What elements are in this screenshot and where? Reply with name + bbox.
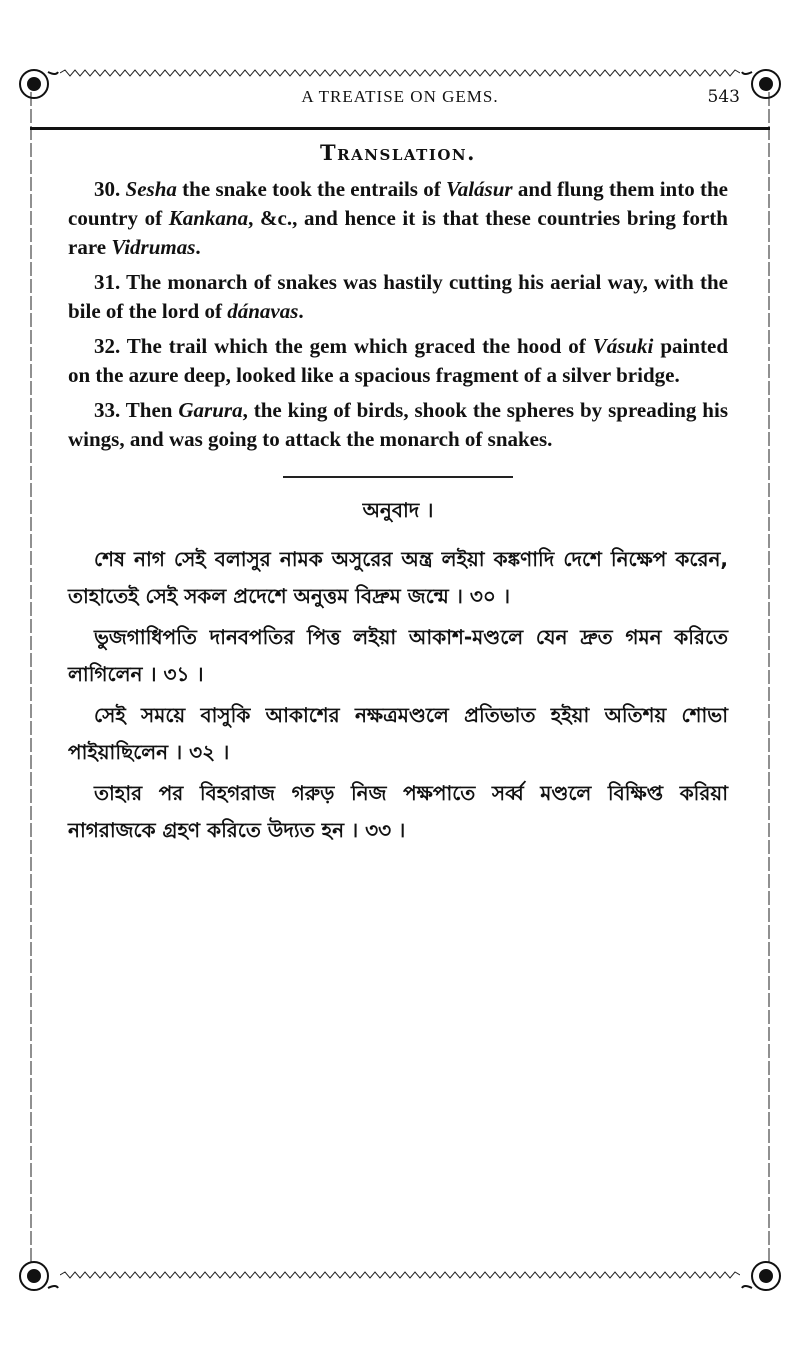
bengali-paragraphs: [68, 541, 728, 849]
bengali-paragraph: ভুজগাধিপতি দানবপতির পিত্ত লইয়া আকাশ-মণ্ডলে যেন দ্রুত গমন করিতে লাগিলেন । ৩১ ।: [68, 625, 728, 686]
corner-ornament-icon: [740, 1252, 786, 1298]
text-run: the snake took the entrails of: [176, 177, 447, 201]
bengali-heading: অনুবাদ ।: [362, 498, 434, 522]
header-rule: [30, 127, 770, 130]
corner-ornament-icon: [14, 62, 60, 108]
italic-term: Garura: [178, 398, 243, 422]
ornamental-bottom-border: [60, 1270, 740, 1280]
translation-paragraphs: [68, 175, 728, 454]
italic-term: Kankana: [168, 206, 249, 230]
section-divider: [283, 476, 513, 478]
text-run: .: [298, 299, 304, 323]
translation-paragraph: [68, 396, 728, 454]
corner-ornament-icon: [14, 1252, 60, 1298]
italic-term: Vásuki: [592, 334, 654, 358]
ornamental-right-border: [764, 92, 774, 1262]
text-run: and flung them into the country of: [68, 177, 728, 230]
italic-term: Vidrumas: [111, 235, 196, 259]
text-run: .: [195, 235, 201, 259]
page-number: 543: [707, 87, 740, 107]
bengali-paragraph: শেষ নাগ সেই বলাসুর নামক অসুরের অন্ত্র লইয়া কঙ্কণাদি দেশে নিক্ষেপ করেন, তাহাতেই সেই সকল প্রদেশে অনুত্তম বিদ্রুম জন্মে । ৩০ ।: [68, 547, 728, 608]
text-run: 31. The monarch of snakes was hastily cutting his aerial way, with the bile of the lord of: [68, 270, 728, 323]
corner-ornament-icon: [740, 62, 786, 108]
running-header: [60, 80, 740, 114]
italic-term: dánavas: [227, 299, 299, 323]
bengali-paragraph: তাহার পর বিহগরাজ গরুড় নিজ পক্ষপাতে সর্ব্ব মণ্ডলে বিক্ষিপ্ত করিয়া নাগরাজকে গ্রহণ করিতে উদ্যত হন । ৩৩ ।: [68, 781, 728, 842]
text-run: 30.: [94, 177, 126, 201]
text-run: , the king of birds, shook the spheres by spreading his wings, and was going to attack the monarch of snakes.: [68, 398, 728, 451]
text-run: 33. Then: [94, 398, 179, 422]
bengali-paragraph: সেই সময়ে বাসুকি আকাশের নক্ষত্রমণ্ডলে প্রতিভাত হইয়া অতিশয় শোভা পাইয়াছিলেন । ৩২ ।: [68, 703, 728, 764]
text-run: 32. The trail which the gem which graced the hood of: [94, 334, 593, 358]
ornamental-left-border: [26, 92, 36, 1262]
italic-term: Valásur: [446, 177, 513, 201]
text-run: painted on the azure deep, looked like a spacious fragment of a silver bridge.: [68, 334, 729, 387]
page-body: [68, 140, 728, 853]
translation-paragraph: [68, 268, 728, 326]
running-title: A TREATISE ON GEMS.: [301, 87, 499, 106]
translation-heading: Translation.: [320, 140, 476, 165]
text-run: , &c., and hence it is that these countries bring forth rare: [68, 206, 728, 259]
ornamental-top-border: [60, 68, 740, 78]
translation-paragraph: [68, 332, 728, 390]
translation-paragraph: [68, 175, 728, 262]
italic-term: Sesha: [125, 177, 177, 201]
